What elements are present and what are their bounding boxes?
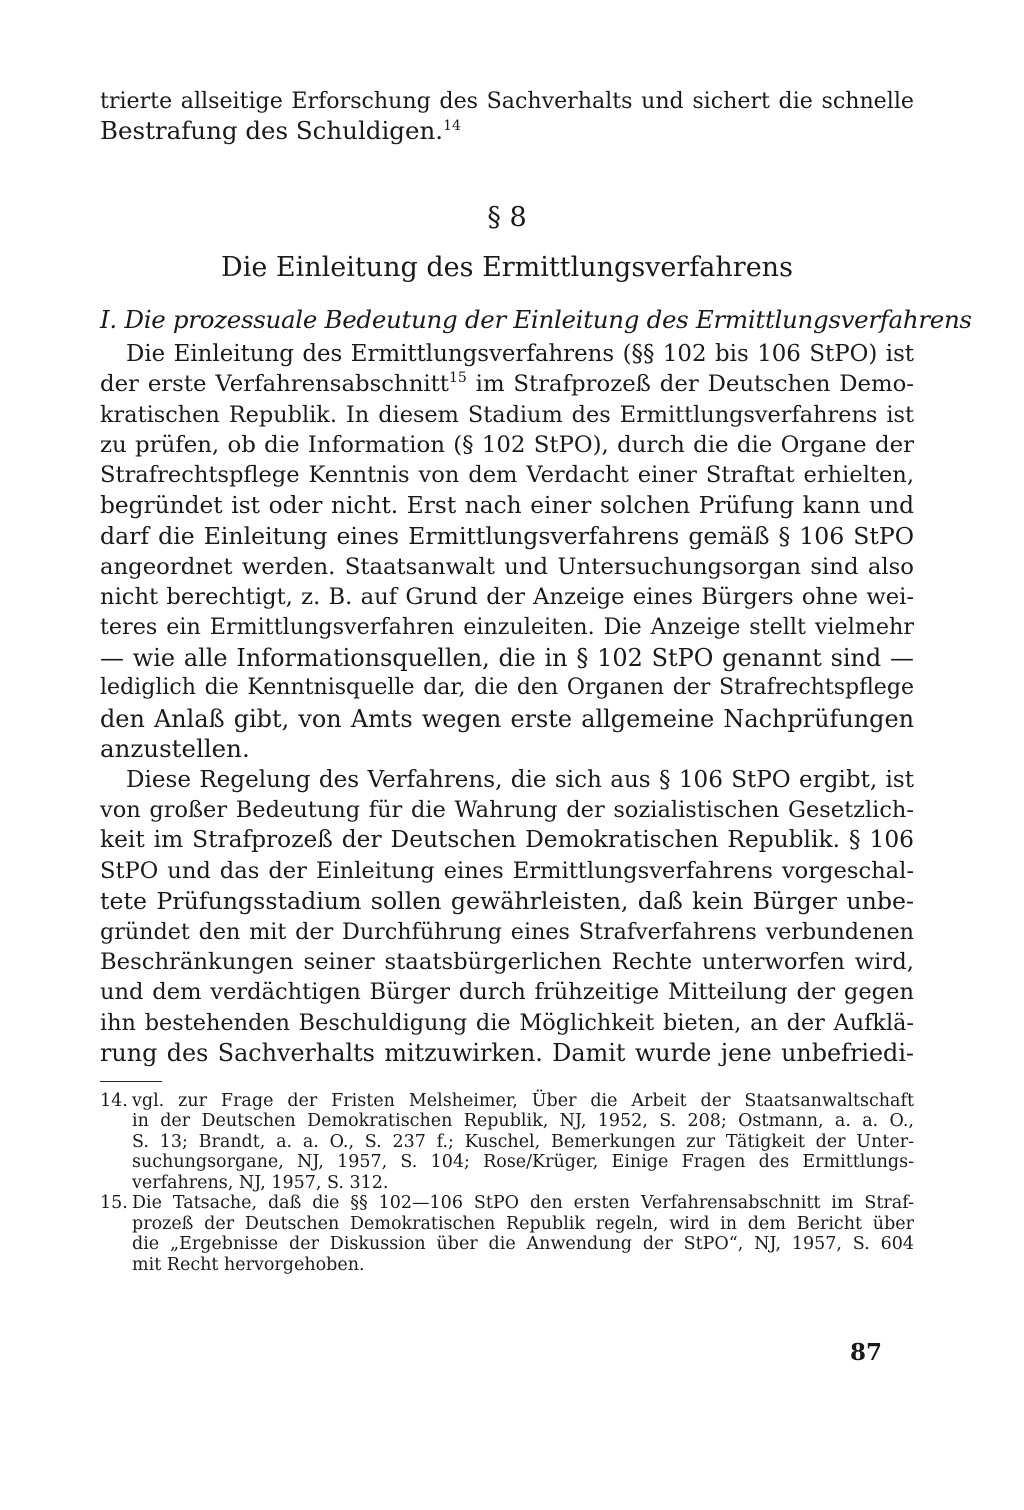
footnote-divider [100, 1081, 162, 1082]
footnote-line: prozeß der Deutschen Demokratischen Republik regeln, wird in dem Bericht über [132, 1213, 914, 1234]
text-line: — wie alle Informationsquellen, die in § 102 StPO genannt sind — [100, 643, 914, 672]
footnote-line: vgl. zur Frage der Fristen Melsheimer, Über die Arbeit der Staatsanwaltschaft [132, 1090, 914, 1111]
text-line: zu prüfen, ob die Information (§ 102 StPO), durch die die Organe der [100, 432, 914, 459]
text-line: lediglich die Kenntnisquelle dar, die den Organen der Strafrechtspflege [100, 675, 914, 701]
footnote-line: S. 13; Brandt, a. a. O., S. 237 f.; Kuschel, Bemerkungen zur Tätigkeit der Unter- [132, 1131, 914, 1152]
footnote-14 [100, 1091, 914, 1194]
text-line: Diese Regelung des Verfahrens, die sich aus § 106 StPO ergibt, ist [126, 766, 914, 793]
subheading: I. Die prozessuale Bedeutung der Einleitung des Ermittlungsverfahrens [100, 304, 972, 334]
body-paragraph [100, 765, 914, 1069]
text-line: darf die Einleitung eines Ermittlungsverfahrens gemäß § 106 StPO [100, 522, 914, 551]
text-line: angeordnet werden. Staatsanwalt und Untersuchungsorgan sind also [100, 553, 914, 580]
body-paragraph [100, 339, 914, 765]
footnote-line: mit Recht hervorgehoben. [132, 1254, 365, 1275]
footnote-number: 15. [100, 1193, 128, 1214]
footnote-line: verfahrens, NJ, 1957, S. 312. [132, 1172, 389, 1193]
text-line: kratischen Republik. In diesem Stadium des Ermittlungsverfahrens ist [100, 401, 914, 428]
footnote-ref: 15 [448, 370, 467, 387]
footnote-15 [100, 1193, 914, 1275]
footnote-line: suchungsorgane, NJ, 1957, S. 104; Rose/Krüger, Einige Fragen des Ermittlungs- [132, 1152, 914, 1173]
text-line: von großer Bedeutung für die Wahrung der sozialistischen Gesetzlich- [100, 796, 914, 823]
text-line [100, 116, 914, 146]
section-number: § 8 [487, 201, 527, 233]
document-page [100, 86, 972, 1275]
text-line: Beschränkungen seiner staatsbürgerlichen Rechte unterworfen wird, [100, 948, 914, 975]
text-line [100, 369, 914, 399]
text-line: teres ein Ermittlungsverfahren einzuleiten. Die Anzeige stellt vielmehr [100, 614, 914, 641]
footnote-text [132, 1193, 914, 1275]
footnote-line: die „Ergebnisse der Diskussion über die Anwendung der StPO“, NJ, 1957, S. 604 [132, 1234, 914, 1255]
text-line: anzustellen. [100, 734, 250, 764]
footnote-text [132, 1091, 914, 1194]
text-line: tete Prüfungsstadium sollen gewährleisten, daß kein Bürger unbe- [100, 887, 914, 916]
text-line: und dem verdächtigen Bürger durch frühzeitige Mitteilung der gegen [100, 979, 914, 1006]
footnote-line: in der Deutschen Demokratischen Republik, NJ, 1952, S. 208; Ostmann, a. a. O., [132, 1111, 914, 1132]
text-line: keit im Strafprozeß der Deutschen Demokratischen Republik. § 106 [100, 826, 914, 854]
section-title: Die Einleitung des Ermittlungsverfahrens [221, 251, 793, 283]
text-line: Strafrechtspflege Kenntnis von dem Verdacht einer Straftat erhielten, [100, 462, 914, 489]
text-fragment: im Strafprozeß der Deutschen Demo- [466, 371, 914, 398]
text-line: gründet den mit der Durchführung eines Strafverfahrens verbundenen [100, 918, 914, 945]
text-line: nicht berechtigt, z. B. auf Grund der Anzeige eines Bürgers ohne wei- [100, 584, 914, 611]
text-line: ihn bestehenden Beschuldigung die Möglichkeit bieten, an der Aufklä- [100, 1009, 914, 1036]
continuation-paragraph [100, 86, 914, 147]
text-fragment: Bestrafung des Schuldigen. [100, 116, 444, 146]
text-line: den Anlaß gibt, von Amts wegen erste allgemeine Nachprüfungen [100, 704, 914, 733]
text-line: rung des Sachverhalts mitzuwirken. Damit wurde jene unbefriedi- [100, 1039, 914, 1068]
text-fragment: der erste Verfahrensabschnitt [100, 371, 449, 398]
footnote-ref: 14 [443, 118, 461, 135]
text-line: begründet ist oder nicht. Erst nach einer solchen Prüfung kann und [100, 491, 914, 519]
text-line: trierte allseitige Erforschung des Sachverhalts und sichert die schnelle [100, 88, 914, 114]
footnote-line: Die Tatsache, daß die §§ 102—106 StPO den ersten Verfahrensabschnitt im Straf- [132, 1193, 914, 1214]
page-number: 87 [850, 1339, 883, 1366]
text-line: StPO und das der Einleitung eines Ermittlungsverfahrens vorgeschal- [100, 857, 914, 884]
text-line: Die Einleitung des Ermittlungsverfahrens (§§ 102 bis 106 StPO) ist [126, 340, 914, 367]
footnote-number: 14. [100, 1090, 128, 1111]
